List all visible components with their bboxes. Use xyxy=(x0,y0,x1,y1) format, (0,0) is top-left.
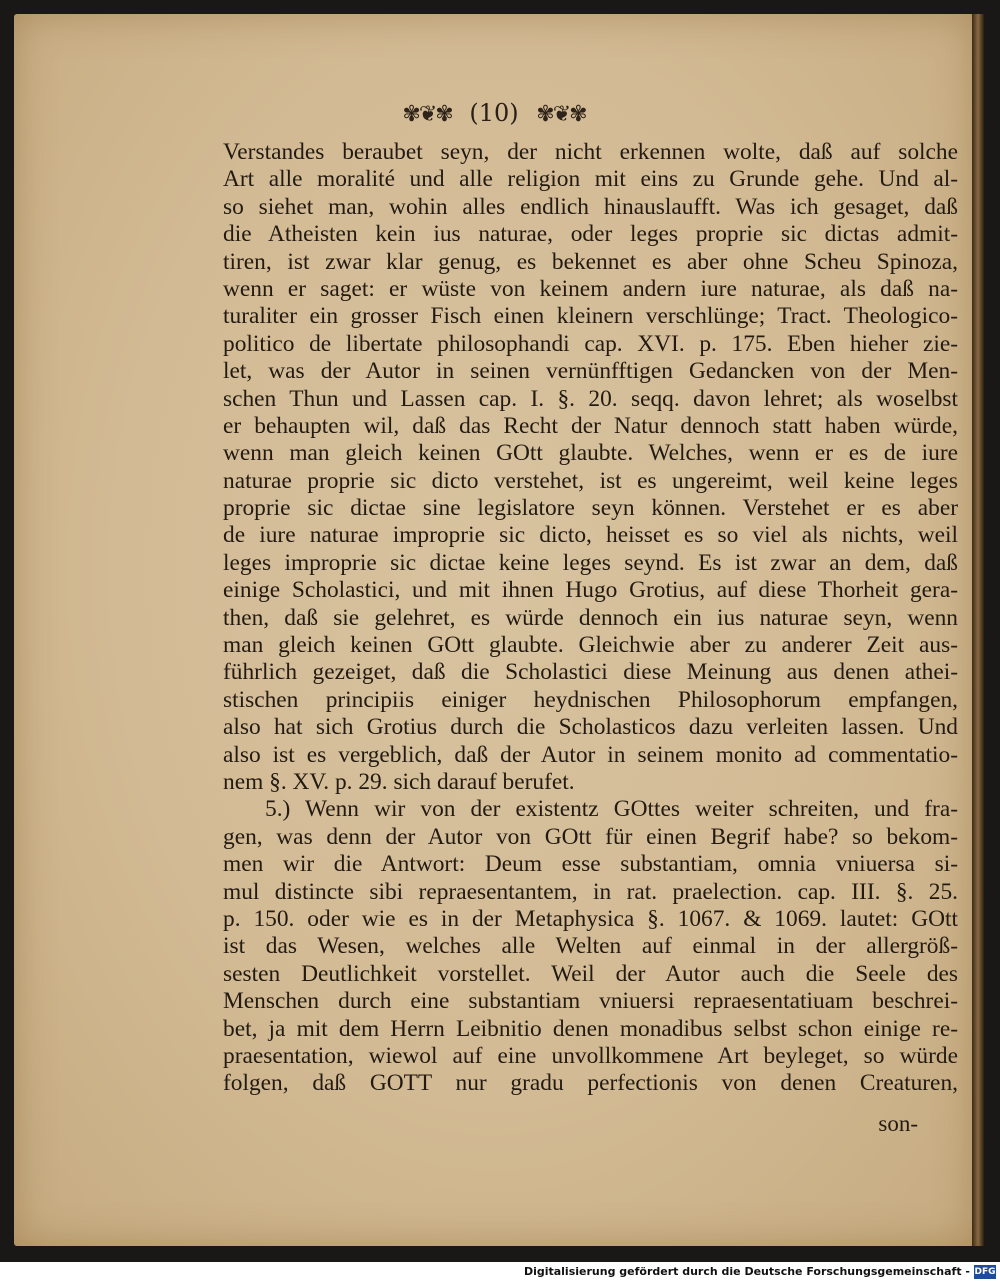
body-text xyxy=(223,139,958,1098)
text-line: 5.) Wenn wir von der existentz GOttes weiter schreiten, und fra- xyxy=(265,796,958,823)
catchword: son- xyxy=(878,1111,918,1136)
text-line: also ist es vergeblich, daß der Autor in seinem monito ad commentatio- xyxy=(223,741,958,768)
text-line: bet, ja mit dem Herrn Leibnitio denen monadibus selbst schon einige re- xyxy=(223,1015,958,1042)
text-line: so siehet man, wohin alles endlich hinauslaufft. Was ich gesaget, daß xyxy=(223,193,958,220)
text-line: die Atheisten kein ius naturae, oder leges proprie sic dictas admit- xyxy=(223,221,958,248)
ornament-left-icon: ✾❦✾ xyxy=(402,102,452,127)
text-line: er behaupten wil, daß das Recht der Natur dennoch statt haben würde, xyxy=(223,412,958,439)
footer-bar xyxy=(0,1262,1000,1283)
text-line: sesten Deutlichkeit vorstellet. Weil der Autor auch die Seele des xyxy=(223,960,958,987)
ornament-right-icon: ✾❦✾ xyxy=(536,102,586,127)
text-line: stischen principiis einiger heydnischen Philosophorum empfangen, xyxy=(223,686,958,713)
text-line: leges improprie sic dictae keine leges seynd. Es ist zwar an dem, daß xyxy=(223,549,958,576)
text-line: let, was der Autor in seinen vernünfftigen Gedancken von der Men- xyxy=(223,358,958,385)
text-line: nem §. XV. p. 29. sich darauf berufet. xyxy=(223,768,575,795)
text-line: folgen, daß GOTT nur gradu perfectionis von denen Creaturen, xyxy=(223,1070,958,1097)
text-line: politico de libertate philosophandi cap. XVI. p. 175. Eben hieher zie- xyxy=(223,330,958,357)
footer-credit: Digitalisierung gefördert durch die Deutsche Forschungsgemeinschaft - xyxy=(523,1265,970,1278)
text-line: praesentation, wiewol auf eine unvollkommene Art beyleget, so würde xyxy=(223,1042,958,1069)
dfg-logo-icon: DFG xyxy=(974,1267,996,1277)
text-line: men wir die Antwort: Deum esse substantiam, omnia vniuersa si- xyxy=(223,851,958,878)
text-line: naturae proprie sic dicto verstehet, ist es ungereimt, weil keine leges xyxy=(223,467,958,494)
text-line: wenn man gleich keinen GOtt glaubte. Welches, wenn er es de iure xyxy=(223,440,958,467)
text-line: führlich gezeiget, daß die Scholastici diese Meinung aus denen athei- xyxy=(223,659,958,686)
text-line: tiren, ist zwar klar genug, es bekennet es aber ohne Scheu Spinoza, xyxy=(223,248,958,275)
text-line: then, daß sie gelehret, es würde dennoch ein ius naturae seyn, wenn xyxy=(223,604,958,631)
text-line: ist das Wesen, welches alle Welten auf einmal in der allergröß- xyxy=(223,933,958,960)
page-edge xyxy=(972,14,984,1246)
text-line: mul distincte sibi repraesentantem, in rat. praelection. cap. III. §. 25. xyxy=(223,878,958,905)
text-line: proprie sic dictae sine legislatore seyn können. Verstehet er es aber xyxy=(223,495,958,522)
text-line: Menschen durch eine substantiam vniuersi repraesentatiuam beschrei- xyxy=(223,988,958,1015)
text-line: gen, was denn der Autor von GOtt für einen Begrif habe? so bekom- xyxy=(223,823,958,850)
text-line: turaliter ein grosser Fisch einen kleinern verschlünge; Tract. Theologico- xyxy=(223,303,958,330)
book-page xyxy=(14,14,974,1246)
text-line: de iure naturae improprie sic dicto, heisset es so viel als nichts, weil xyxy=(223,522,958,549)
text-line: also hat sich Grotius durch die Scholasticos dazu verleiten lassen. Und xyxy=(223,714,958,741)
page-number: (10) xyxy=(469,99,519,127)
text-line: wenn er saget: er wüste von keinem andern iure naturae, als daß na- xyxy=(223,275,958,302)
text-line: einige Scholastici, und mit ihnen Hugo Grotius, auf diese Thorheit gera- xyxy=(223,577,958,604)
text-line: Art alle moralité und alle religion mit eins zu Grunde gehe. Und al- xyxy=(223,166,958,193)
text-line: man gleich keinen GOtt glaubte. Gleichwie aber zu anderer Zeit aus- xyxy=(223,632,958,659)
text-line: schen Thun und Lassen cap. I. §. 20. seqq. davon lehret; als woselbst xyxy=(223,385,958,412)
running-head xyxy=(14,99,974,127)
text-line: Verstandes beraubet seyn, der nicht erkennen wolte, daß auf solche xyxy=(223,139,958,165)
text-line: p. 150. oder wie es in der Metaphysica §. 1067. & 1069. lautet: GOtt xyxy=(223,905,958,932)
